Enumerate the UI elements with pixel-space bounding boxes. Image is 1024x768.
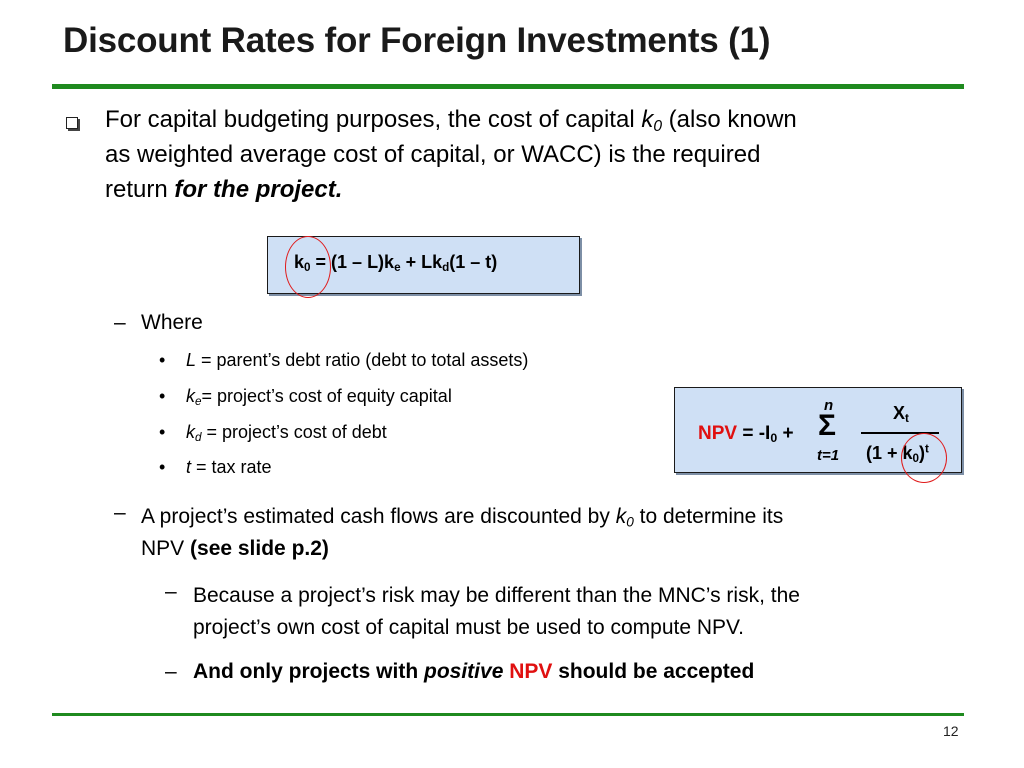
intro-paragraph	[105, 102, 797, 207]
risk-paragraph	[193, 580, 800, 644]
where-bullet-4: •	[159, 457, 166, 477]
accept-statement: And only projects with positive NPV should be accepted	[193, 660, 755, 683]
npv-numerator: $X_t$	[893, 403, 909, 425]
where-bullet-3: •	[159, 422, 166, 442]
sigma-symbol: Σ	[818, 409, 837, 442]
risk-dash: –	[165, 580, 177, 603]
risk-line-1: Because a project’s risk may be different than the MNC’s risk, the	[193, 584, 800, 607]
where-item-kd: $k_d$ = project’s cost of debt	[186, 422, 387, 444]
where-bullet-2: •	[159, 386, 166, 406]
discount-dash: –	[114, 501, 126, 524]
sum-upper-limit: n	[824, 397, 834, 414]
intro-line-1: For capital budgeting purposes, the cost of capital $k_0$ (also known	[105, 106, 797, 135]
k0-npv-highlight-circle	[901, 433, 947, 483]
discount-paragraph	[141, 501, 783, 565]
where-item-L: L = parent’s debt ratio (debt to total assets)	[186, 350, 529, 370]
intro-line-2: as weighted average cost of capital, or WACC) is the required	[105, 141, 761, 168]
discount-line-2: NPV (see slide p.2)	[141, 537, 329, 560]
npv-lhs: NPV = $-I_0$ +	[698, 423, 794, 446]
discount-line-1: A project’s estimated cash flows are discounted by $k_0$ to determine its	[141, 505, 784, 530]
where-dash: –	[114, 311, 126, 334]
square-bullet-icon	[66, 117, 78, 129]
wacc-formula: $k_0 = (1 - L)k_e + Lk_d(1 - t)$	[294, 252, 498, 274]
risk-line-2: project’s own cost of capital must be used to compute NPV.	[193, 616, 744, 639]
slide-title: Discount Rates for Foreign Investments (1)	[63, 21, 771, 60]
where-item-ke: $k_e=$ project’s cost of equity capital	[186, 386, 452, 408]
npv-denominator: $(1 + k_0)^t$	[866, 442, 929, 465]
where-label: Where	[141, 311, 203, 334]
where-bullet-1: •	[159, 350, 166, 370]
where-item-t: t = tax rate	[186, 457, 272, 477]
intro-line-3: return for the project.	[105, 176, 343, 203]
title-divider	[52, 84, 964, 89]
k0-highlight-circle	[285, 236, 331, 298]
footer-divider	[52, 713, 964, 716]
accept-dash: –	[165, 660, 177, 683]
sum-lower-limit: t=1	[817, 447, 840, 464]
page-number: 12	[943, 723, 959, 739]
